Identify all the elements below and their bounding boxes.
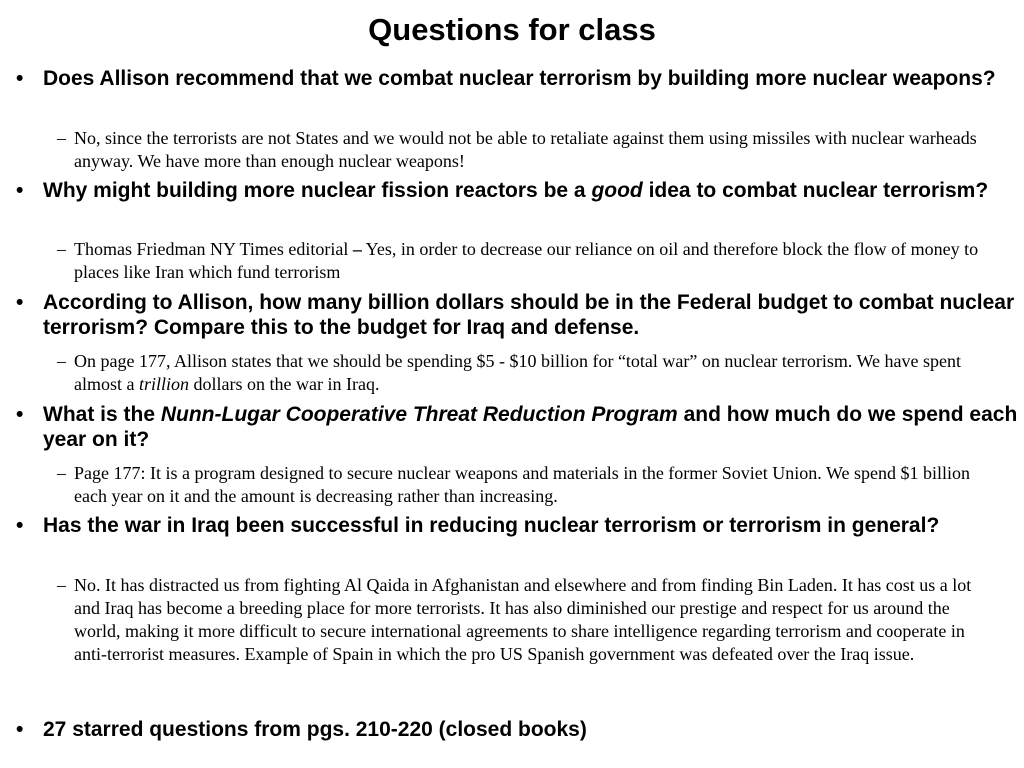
dash-icon: – <box>57 575 66 595</box>
question-text <box>43 178 1018 203</box>
question-text-part: Why might building more nuclear fission reactors be a <box>43 179 592 202</box>
answer-text-part: On page 177, Allison states that we should be spending $5 - $10 billion for “total war” on nuclear terrorism. We have spent almost a <box>74 351 962 394</box>
question-text-part: What is the <box>43 403 161 426</box>
answer-text: No. It has distracted us from fighting Al Qaida in Afghanistan and elsewhere and from finding Bin Laden. It has cost us a lot and Iraq has become a breeding place for more terrorists. It has also diminished our prestige and respect for us around the world, making it more difficult to secure international agreements to share intelligence regarding terrorism and cooperate in anti-terrorist measures. Example of Spain in which the pro US Spanish government was defeated over the Iraq issue. <box>74 575 972 664</box>
answer-text-part: Thomas Friedman NY Times editorial <box>74 239 353 259</box>
question-text: 27 starred questions from pgs. 210-220 (closed books) <box>43 718 587 741</box>
slide-title: Questions for class <box>368 12 656 47</box>
bullet-icon: • <box>16 514 24 537</box>
question-text: Has the war in Iraq been successful in reducing nuclear terrorism or terrorism in general? <box>43 514 940 537</box>
answer-text: No, since the terrorists are not States and we would not be able to retaliate against them using missiles with nuclear warheads anyway. We have more than enough nuclear weapons! <box>74 128 977 171</box>
question-emphasis: Nunn-Lugar Cooperative Threat Reduction Program <box>160 403 678 426</box>
question-emphasis: good <box>591 179 643 202</box>
question-text-part: and how much do we spend each year on it? <box>43 403 1018 451</box>
answer-text <box>74 238 999 284</box>
answer-text: Page 177: It is a program designed to secure nuclear weapons and materials in the former Soviet Union. We spend $1 billion each year on it and the amount is decreasing rather than increasing. <box>74 463 970 506</box>
dash-icon: – <box>57 128 66 148</box>
answer-text-part: dollars on the war in Iraq. <box>189 374 380 394</box>
question-text-part: idea to combat nuclear terrorism? <box>642 179 989 202</box>
bullet-icon: • <box>16 718 24 741</box>
answer-text <box>74 350 999 396</box>
answer-dash: – <box>352 239 362 259</box>
bullet-icon: • <box>16 403 24 426</box>
bullet-icon: • <box>16 291 24 314</box>
answer-emphasis: trillion <box>139 374 190 394</box>
question-text: According to Allison, how many billion dollars should be in the Federal budget to combat nuclear terrorism? Compare this to the budget for Iraq and defense. <box>43 291 1015 339</box>
dash-icon: – <box>57 239 66 259</box>
answer-text-part: Yes, in order to decrease our reliance on oil and therefore block the flow of money to places like Iran which fund terrorism <box>74 239 979 282</box>
question-text: Does Allison recommend that we combat nuclear terrorism by building more nuclear weapons? <box>43 67 996 90</box>
dash-icon: – <box>57 463 66 483</box>
question-text <box>43 402 1018 452</box>
bullet-icon: • <box>16 67 24 90</box>
bullet-icon: • <box>16 179 24 202</box>
dash-icon: – <box>57 351 66 371</box>
